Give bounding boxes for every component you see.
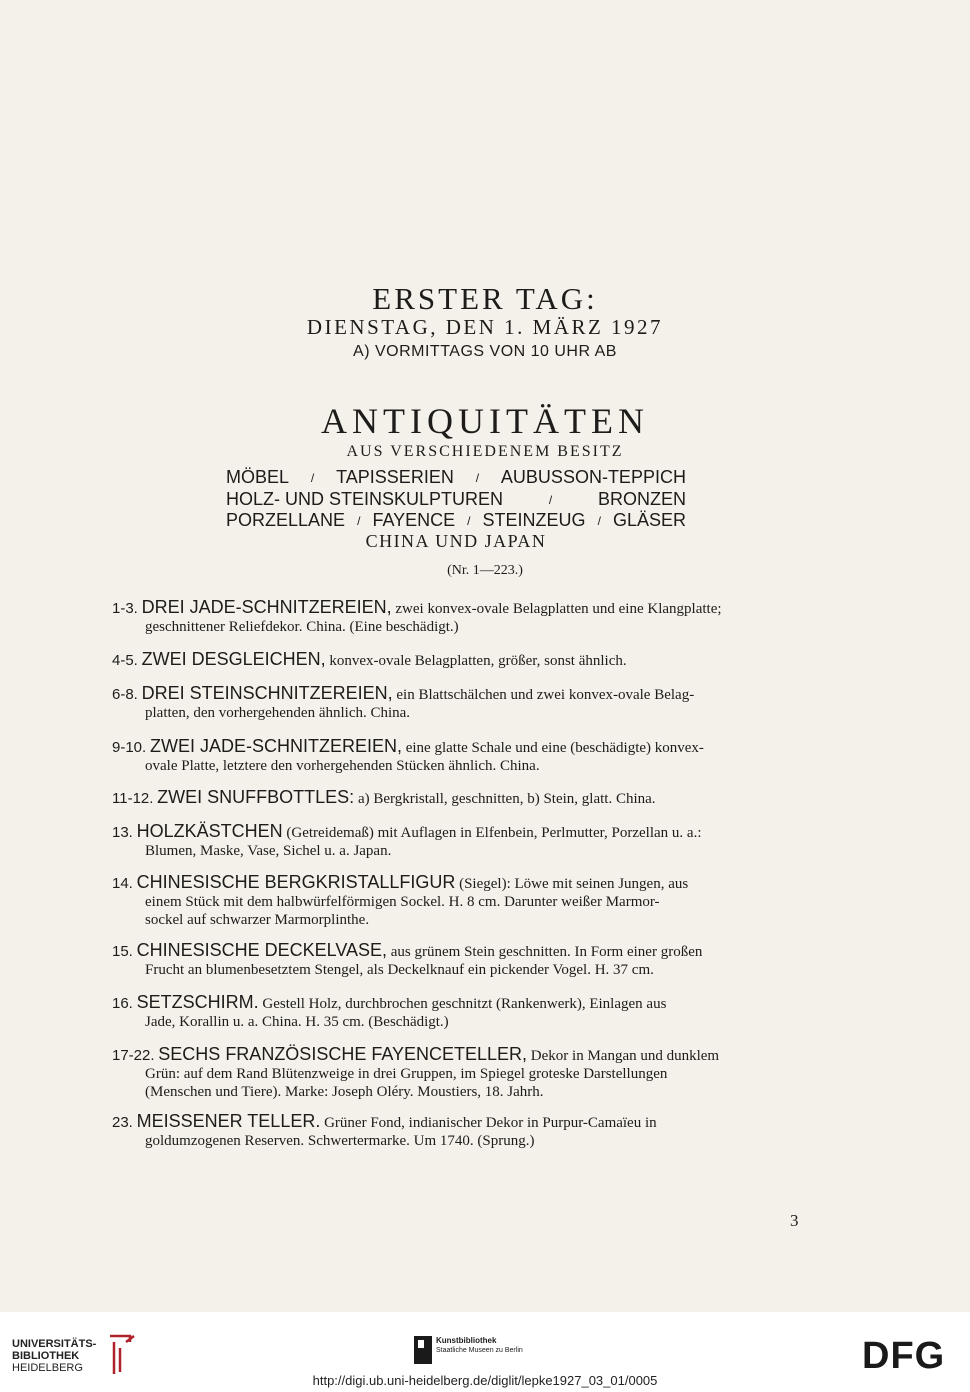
lot-heading: CHINESISCHE DECKELVASE, <box>136 940 388 960</box>
ub-line: UNIVERSITÄTS- <box>12 1338 97 1350</box>
kb-emblem-icon <box>414 1336 432 1364</box>
lot-number: 11-12. <box>112 790 154 807</box>
category: MÖBEL <box>226 467 290 487</box>
ub-line: HEIDELBERG <box>12 1362 83 1374</box>
category-row <box>226 467 686 488</box>
lot-number: 4-5. <box>112 652 138 669</box>
lot-heading: ZWEI SNUFFBOTTLES: <box>157 787 355 807</box>
lot-text: platten, den vorhergehenden ähnlich. China. <box>145 705 411 721</box>
lot-entry <box>112 822 812 860</box>
lot-text: aus grünem Stein geschnitten. In Form einer großen <box>390 944 703 960</box>
lot-text: Frucht an blumenbesetztem Stengel, als Deckelknauf ein pickender Vogel. H. 37 cm. <box>145 962 654 978</box>
lot-number: 16. <box>112 995 133 1012</box>
lot-entry <box>112 993 812 1031</box>
category: PORZELLANE <box>226 510 346 530</box>
category-row <box>226 489 686 510</box>
lot-text: zwei konvex-ovale Belagplatten und eine Klangplatte; <box>395 601 722 617</box>
category: AUBUSSON-TEPPICH <box>500 467 686 487</box>
page-number: 3 <box>790 1211 799 1230</box>
category-row <box>226 531 686 552</box>
lot-text: Grün: auf dem Rand Blütenzweige in drei Gruppen, im Spiegel groteske Darstellungen <box>145 1066 668 1082</box>
lot-entry <box>112 1045 812 1101</box>
lot-text: Grüner Fond, indianischer Dekor in Purpur-Camaïeu in <box>324 1115 657 1131</box>
lot-text: goldumzogenen Reserven. Schwertermarke. Um 1740. (Sprung.) <box>145 1133 535 1149</box>
lot-number: 15. <box>112 943 133 960</box>
separator: / <box>548 492 553 507</box>
kb-subtitle: Staatliche Museen zu Berlin <box>436 1347 523 1354</box>
lot-text: einem Stück mit dem halbwürfelförmigen Sockel. H. 8 cm. Darunter weißer Marmor- <box>145 894 660 910</box>
ub-emblem-icon <box>104 1332 138 1378</box>
provenance: AUS VERSCHIEDENEM BESITZ <box>346 443 624 460</box>
lot-entry <box>112 941 812 979</box>
lot-number: 14. <box>112 875 133 892</box>
lot-heading: HOLZKÄSTCHEN <box>136 821 283 841</box>
dfg-logo[interactable] <box>862 1336 958 1372</box>
lot-text: (Getreidemaß) mit Auflagen in Elfenbein, Perlmutter, Porzellan u. a.: <box>286 825 702 841</box>
lot-heading: ZWEI JADE-SCHNITZEREIEN, <box>149 736 402 756</box>
lot-heading: ZWEI DESGLEICHEN, <box>141 649 326 669</box>
category: HOLZ- UND STEINSKULPTUREN <box>226 489 504 509</box>
lot-text: (Menschen und Tiere). Marke: Joseph Oléry. Moustiers, 18. Jahrh. <box>145 1084 544 1100</box>
lot-entry <box>112 684 812 722</box>
lot-heading: CHINESISCHE BERGKRISTALLFIGUR <box>136 872 456 892</box>
lot-text: eine glatte Schale und eine (beschädigte) konvex- <box>405 740 704 756</box>
lot-number: 9-10. <box>112 739 147 756</box>
category: GLÄSER <box>612 510 686 530</box>
category: BRONZEN <box>597 489 686 509</box>
lot-text: Dekor in Mangan und dunklem <box>530 1048 720 1064</box>
lot-range: (Nr. 1—223.) <box>447 563 523 578</box>
lot-number: 6-8. <box>112 686 138 703</box>
source-url[interactable]: http://digi.ub.uni-heidelberg.de/diglit/lepke1927_03_01/0005 <box>312 1373 658 1388</box>
ub-line: BIBLIOTHEK <box>12 1350 80 1362</box>
dfg-text: DFG <box>862 1336 946 1372</box>
lot-text: Blumen, Maske, Vase, Sichel u. a. Japan. <box>145 843 392 859</box>
separator: / <box>310 470 315 485</box>
lot-text: Jade, Korallin u. a. China. H. 35 cm. (Beschädigt.) <box>145 1014 449 1030</box>
lot-entry <box>112 1112 812 1150</box>
separator: / <box>357 513 361 528</box>
lot-entry <box>112 873 812 929</box>
separator: / <box>467 513 471 528</box>
lot-text: ovale Platte, letztere den vorhergehenden Stücken ähnlich. China. <box>145 758 540 774</box>
lot-text: sockel auf schwarzer Marmorplinthe. <box>145 912 370 928</box>
lot-text: konvex-ovale Belagplatten, größer, sonst ähnlich. <box>329 653 627 669</box>
lot-text: a) Bergkristall, geschnitten, b) Stein, glatt. China. <box>357 791 656 807</box>
lot-number: 23. <box>112 1114 133 1131</box>
lot-entry <box>112 737 812 775</box>
lot-text: Gestell Holz, durchbrochen geschnitzt (Rankenwerk), Einlagen aus <box>262 996 667 1012</box>
lot-heading: SECHS FRANZÖSISCHE FAYENCETELLER, <box>158 1044 528 1064</box>
section-title: ANTIQUITÄTEN <box>321 401 649 441</box>
kb-name: Kunstbibliothek <box>436 1336 497 1345</box>
auction-date: DIENSTAG, DEN 1. MÄRZ 1927 <box>306 315 664 339</box>
kunstbibliothek-logo[interactable] <box>414 1336 604 1366</box>
lot-heading: DREI JADE-SCHNITZEREIEN, <box>141 597 392 617</box>
separator: / <box>475 470 480 485</box>
category-row <box>226 510 686 531</box>
category: FAYENCE <box>372 510 456 530</box>
lot-text: (Siegel): Löwe mit seinen Jungen, aus <box>459 876 689 892</box>
lot-heading: DREI STEINSCHNITZEREIEN, <box>141 683 393 703</box>
lot-number: 17-22. <box>112 1047 155 1064</box>
lot-text: geschnittener Reliefdekor. China. (Eine beschädigt.) <box>145 619 459 635</box>
day-title: ERSTER TAG: <box>372 281 598 316</box>
lot-entry <box>112 788 812 808</box>
category: CHINA UND JAPAN <box>365 531 547 551</box>
lot-heading: SETZSCHIRM. <box>136 992 259 1012</box>
lot-number: 1-3. <box>112 600 138 617</box>
lot-entry <box>112 650 812 670</box>
session-time: A) VORMITTAGS VON 10 UHR AB <box>353 343 617 360</box>
separator: / <box>597 513 601 528</box>
lot-entry <box>112 598 812 636</box>
lot-heading: MEISSENER TELLER. <box>136 1111 321 1131</box>
lot-text: ein Blattschälchen und zwei konvex-ovale Belag- <box>396 687 695 703</box>
category: STEINZEUG <box>482 510 586 530</box>
lot-number: 13. <box>112 824 133 841</box>
category: TAPISSERIEN <box>336 467 454 487</box>
